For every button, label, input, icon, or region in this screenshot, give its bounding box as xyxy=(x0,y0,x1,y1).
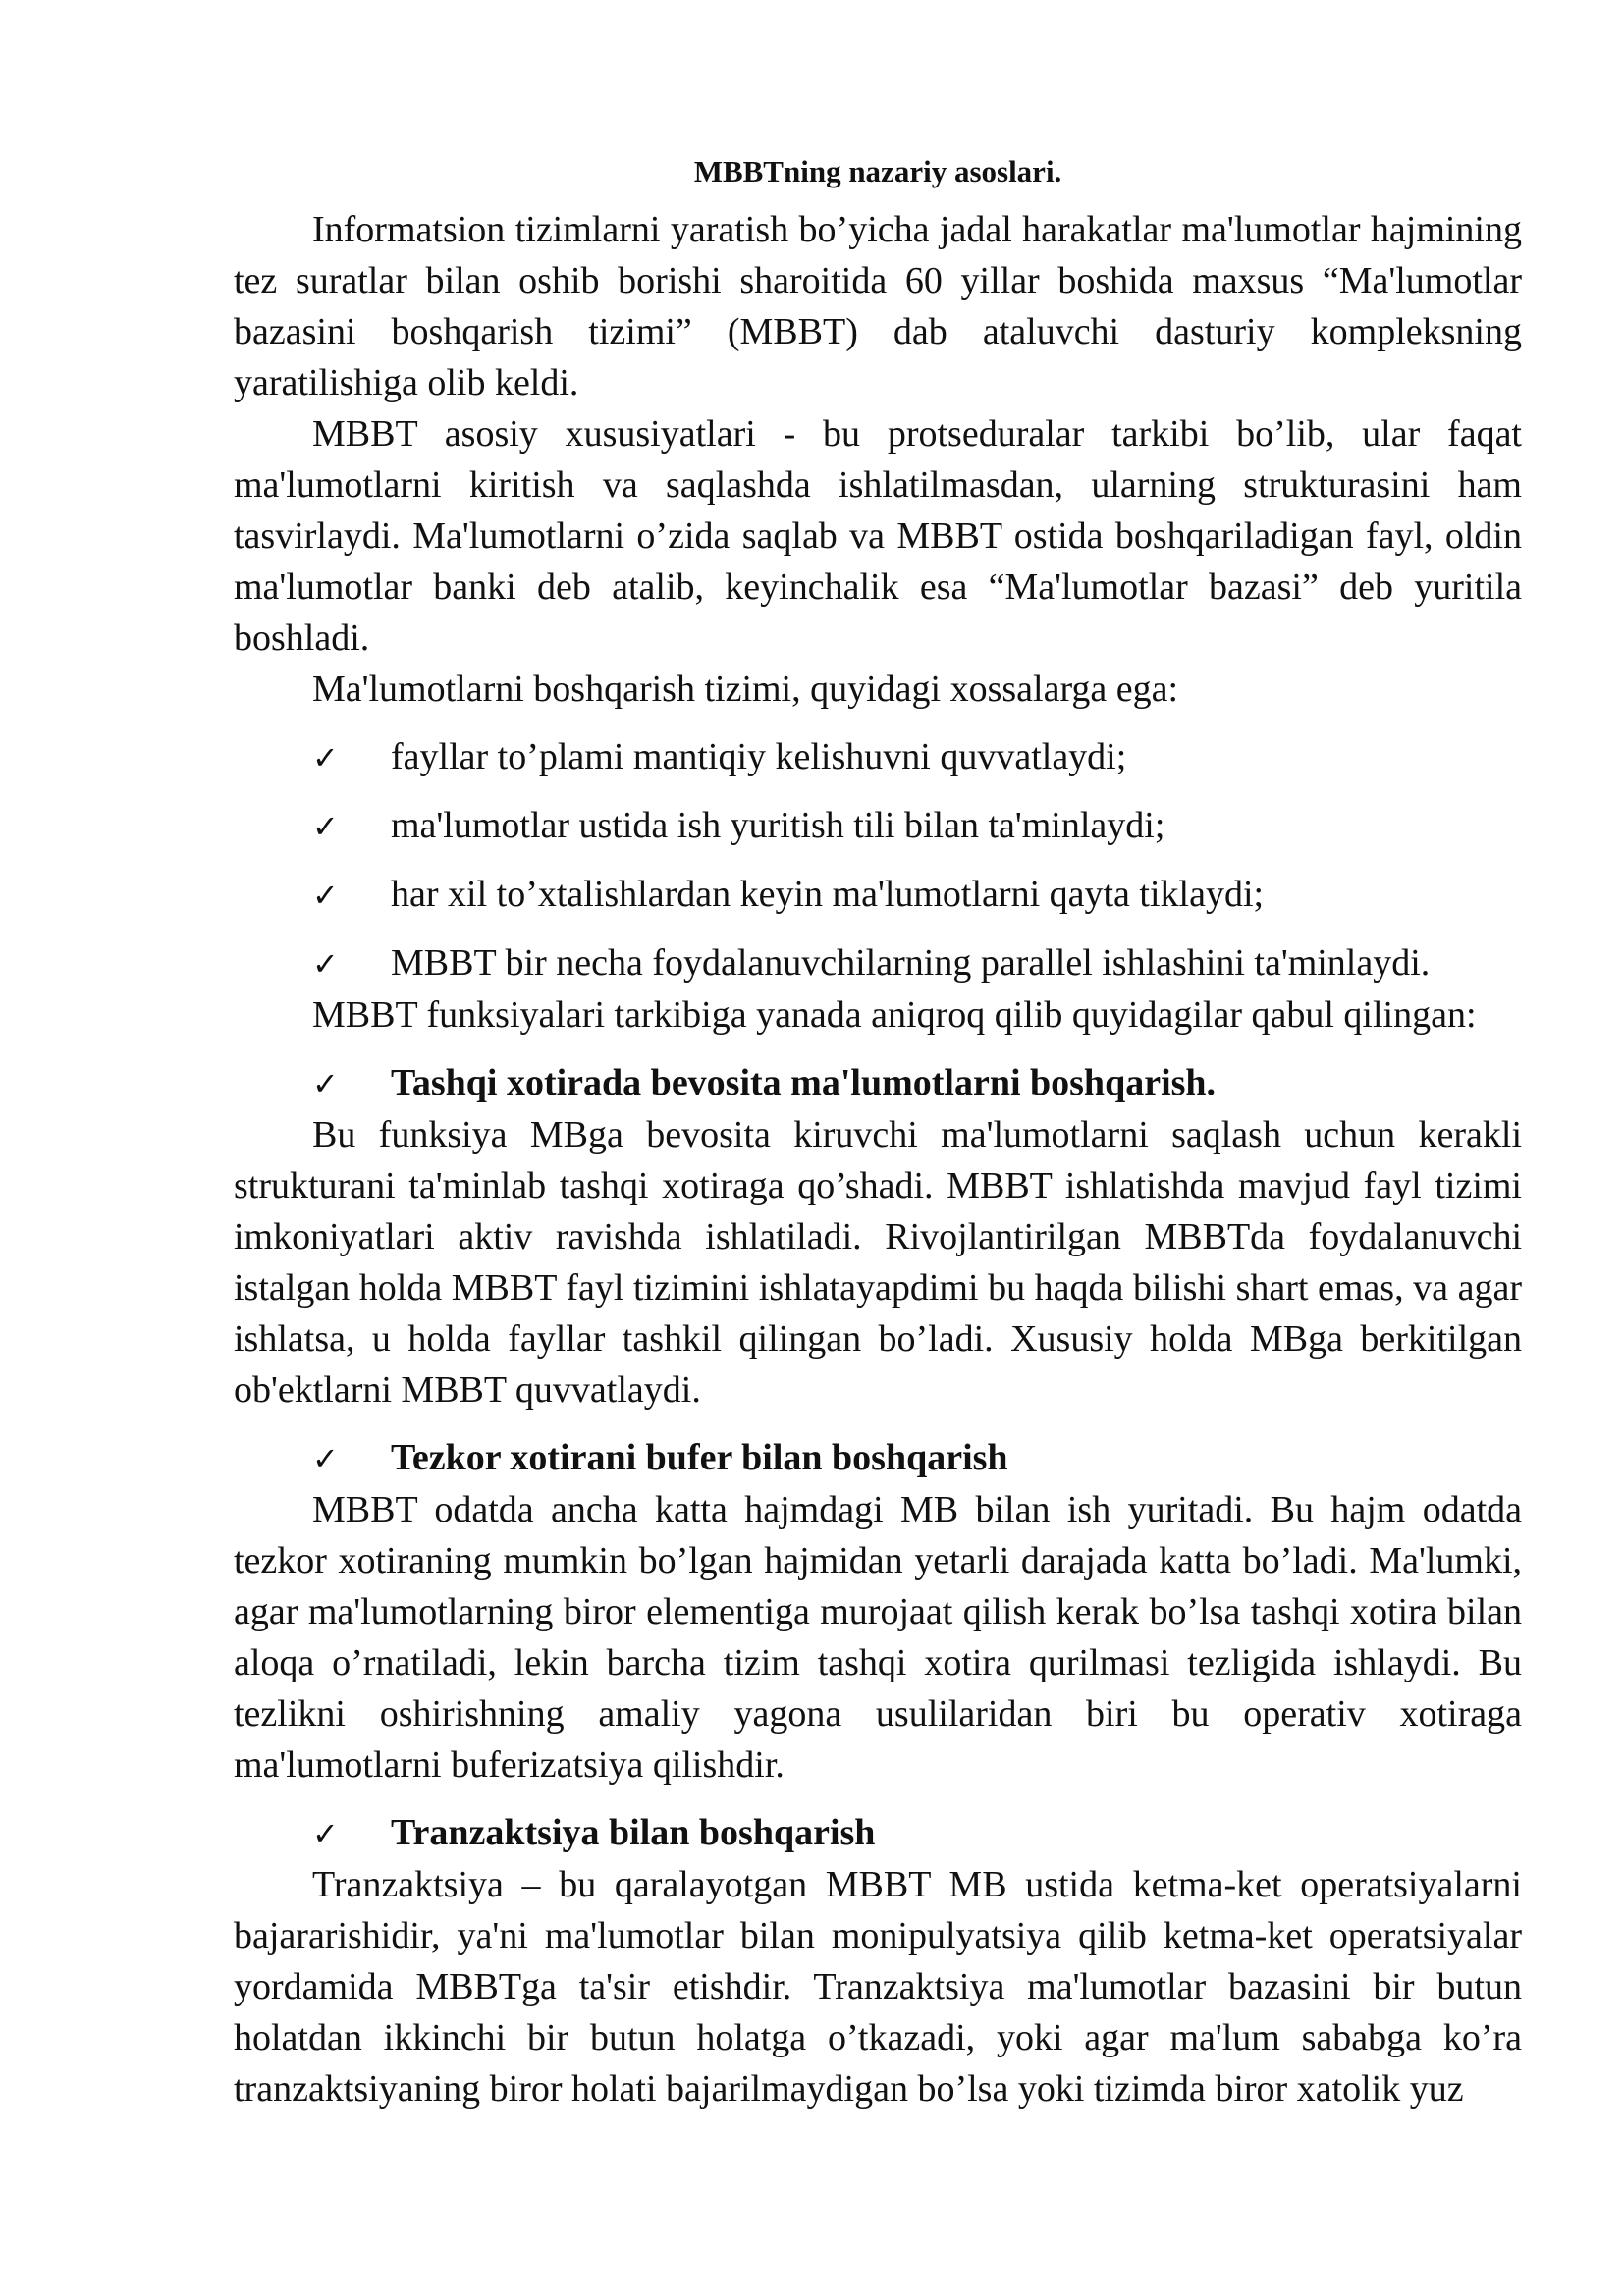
document-page xyxy=(234,151,1522,2114)
section-body: Tranzaktsiya – bu qaralayotgan MBBT MB ustida ketma-ket operatsiyalarni bajararishidir, ya'ni ma'lumotlar bilan monipulyatsiya qilib ketma-ket operatsiyalar yordamida MBBTga ta'sir etishdir. Tranzaktsiya ma'lumotlar bazasini bir butun holatdan ikkinchi bir butun holatga o’tkazadi, yoki agar ma'lum sababga ko’ra tranzaktsiyaning biror holati bajarilmaydigan bo’lsa yoki tizimda biror xatolik yuz xyxy=(234,1864,1522,2109)
check-icon: ✓ xyxy=(312,1440,339,1477)
list-item xyxy=(234,731,1522,783)
check-icon: ✓ xyxy=(312,877,339,914)
document-title: MBBTning nazariy asoslari. xyxy=(693,154,1062,188)
section-heading-text: Tezkor xotirani bufer bilan boshqarish xyxy=(391,1437,1008,1478)
check-icon: ✓ xyxy=(312,1815,339,1852)
list-item-text: fayllar to’plami mantiqiy kelishuvni quvvatlaydi; xyxy=(391,736,1127,777)
section-heading xyxy=(234,1057,1522,1109)
check-icon: ✓ xyxy=(312,1065,339,1102)
section-heading-text: Tashqi xotirada bevosita ma'lumotlarni boshqarish. xyxy=(391,1062,1217,1103)
list-item xyxy=(234,869,1522,921)
functions-intro: MBBT funksiyalari tarkibiga yanada aniqroq qilib quyidagilar qabul qilingan: xyxy=(312,994,1477,1036)
intro-paragraph: MBBT asosiy xususiyatlari - bu protseduralar tarkibi bo’lib, ular faqat ma'lumotlarni kiritish va saqlashda ishlatilmasdan, ularning strukturasini ham tasvirlaydi. Ma'lumotlarni o’zida saqlab va MBBT ostida boshqariladigan fayl, oldin ma'lumotlar banki deb atalib, keyinchalik esa “Ma'lumotlar bazasi” deb yuritila boshladi. xyxy=(234,413,1522,659)
intro-paragraph: Informatsion tizimlarni yaratish bo’yicha jadal harakatlar ma'lumotlar hajmining tez suratlar bilan oshib borishi sharoitida 60 yillar boshida maxsus “Ma'lumotlar bazasini boshqarish tizimi” (MBBT) dab ataluvchi dasturiy kompleksning yaratilishiga olib keldi. xyxy=(234,209,1522,403)
list-item-text: MBBT bir necha foydalanuvchilarning parallel ishlashini ta'minlaydi. xyxy=(391,942,1431,984)
section-body: MBBT odatda ancha katta hajmdagi MB bilan ish yuritadi. Bu hajm odatda tezkor xotiraning mumkin bo’lgan hajmidan yetarli darajada katta bo’ladi. Ma'lumki, agar ma'lumotlarning biror elementiga murojaat qilish kerak bo’lsa tashqi xotira bilan aloqa o’rnatiladi, lekin barcha tizim tashqi xotira qurilmasi tezligida ishlaydi. Bu tezlikni oshirishning amaliy yagona usulilaridan biri bu operativ xotiraga ma'lumotlarni buferizatsiya qilishdir. xyxy=(234,1489,1522,1786)
section-body: Bu funksiya MBga bevosita kiruvchi ma'lumotlarni saqlash uchun kerakli strukturani ta'minlab tashqi xotiraga qo’shadi. MBBT ishlatishda mavjud fayl tizimi imkoniyatlari aktiv ravishda ishlatiladi. Rivojlantirilgan MBBTda foydalanuvchi istalgan holda MBBT fayl tizimini ishlatayapdimi bu haqda bilishi shart emas, va agar ishlatsa, u holda fayllar tashkil qilingan bo’ladi. Xususiy holda MBga berkitilgan ob'ektlarni MBBT quvvatlaydi. xyxy=(234,1114,1522,1411)
section-heading xyxy=(234,1432,1522,1484)
list-item-text: ma'lumotlar ustida ish yuritish tili bilan ta'minlaydi; xyxy=(391,805,1165,846)
list-item-text: har xil to’xtalishlardan keyin ma'lumotlarni qayta tiklaydi; xyxy=(391,874,1265,915)
intro-paragraph: Ma'lumotlarni boshqarish tizimi, quyidagi xossalarga ega: xyxy=(312,668,1179,710)
list-item xyxy=(234,937,1522,989)
check-icon: ✓ xyxy=(312,808,339,845)
check-icon: ✓ xyxy=(312,739,339,776)
section-heading-text: Tranzaktsiya bilan boshqarish xyxy=(391,1812,876,1853)
check-icon: ✓ xyxy=(312,945,339,983)
section-heading xyxy=(234,1807,1522,1859)
list-item xyxy=(234,800,1522,852)
